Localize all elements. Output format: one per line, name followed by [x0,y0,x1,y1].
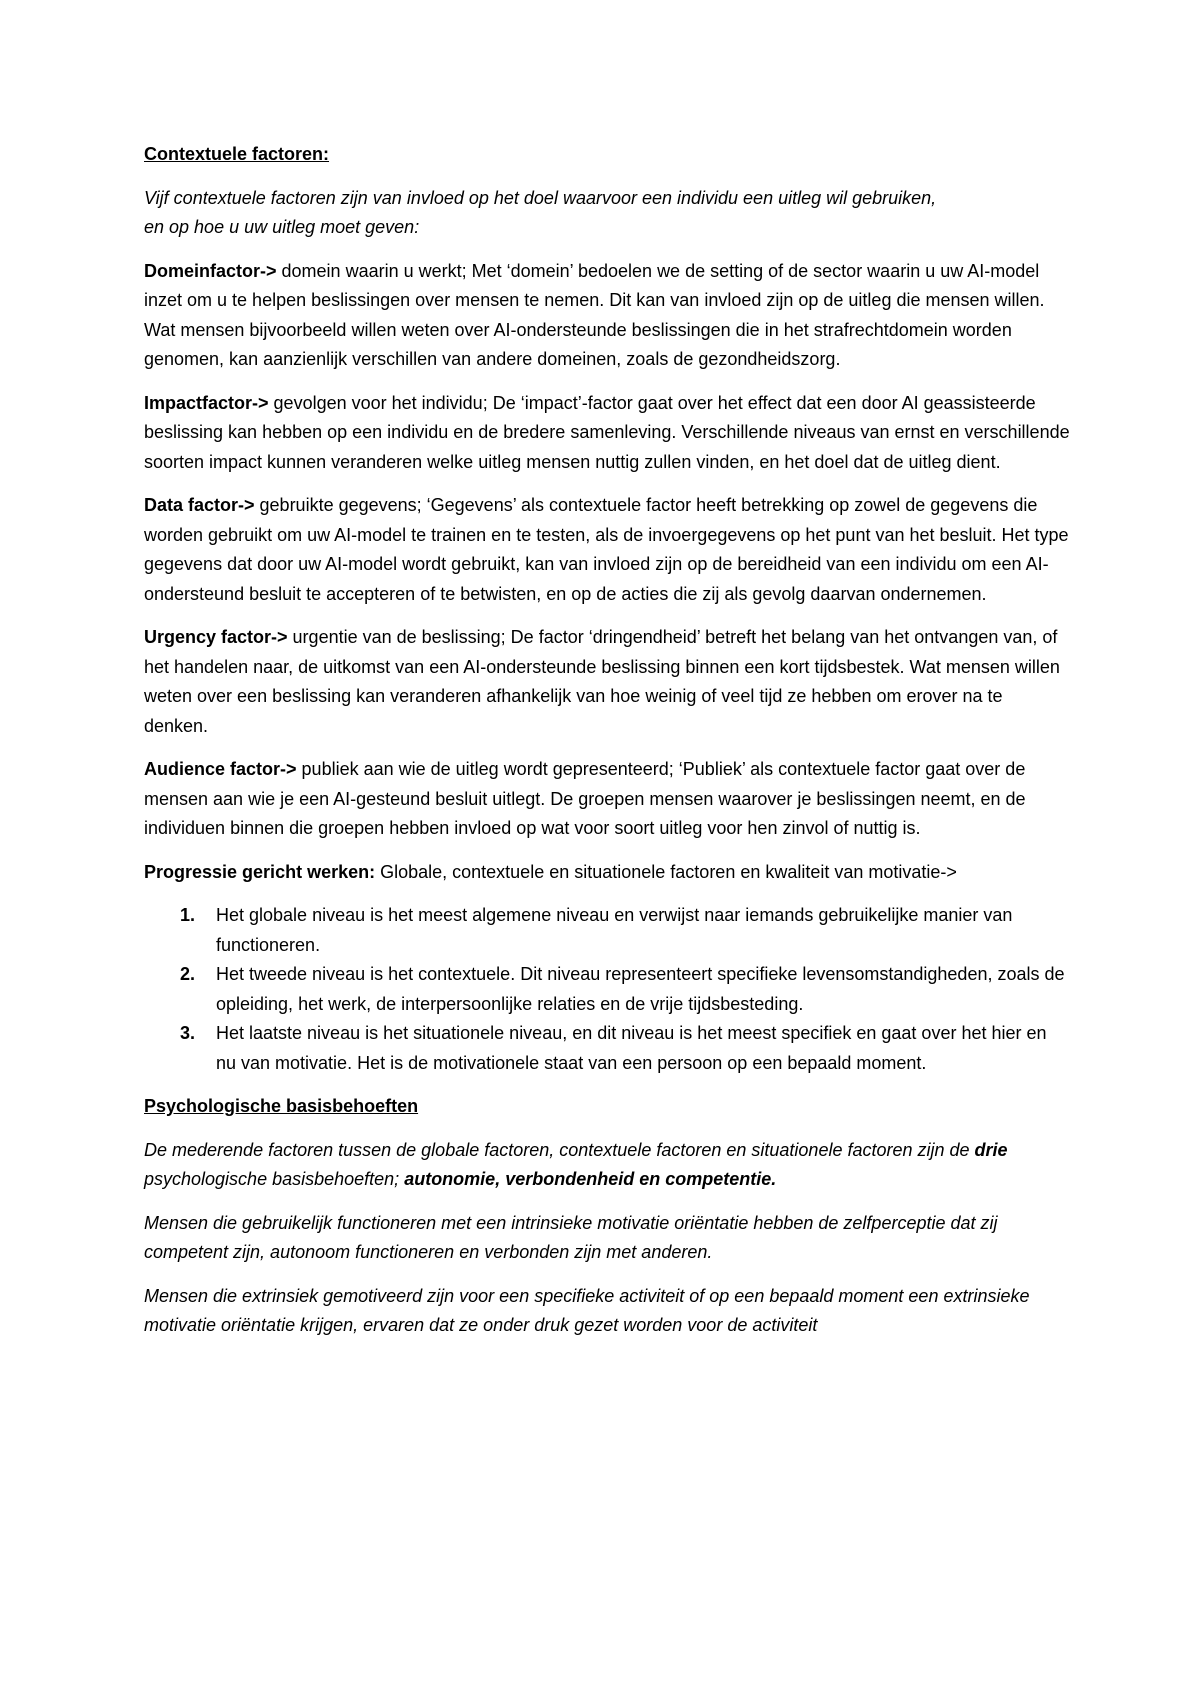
para1-part-d: autonomie, verbondenheid en competentie. [404,1169,777,1189]
list-number: 1. [180,905,196,925]
para1-part-a: De mederende factoren tussen de globale factoren, contextuele factoren en situationele factoren zijn de [144,1139,975,1160]
basisbehoeften-paragraph-3: Mensen die extrinsiek gemotiveerd zijn voor een specifieke activiteit of op een bepaald moment een extrinsieke motivatie oriëntatie krijgen, ervaren dat ze onder druk gezet worden voor de activiteit [144,1285,1030,1335]
list-item [144,901,1070,960]
factor-paragraph-data [144,491,1070,609]
factor-paragraph-impact [144,389,1070,478]
section-heading-basisbehoeften: Psychologische basisbehoeften [144,1096,419,1116]
document-page [144,140,1070,1355]
progressie-text: Globale, contextuele en situationele factoren en kwaliteit van motivatie-> [375,861,957,882]
factor-paragraph-audience [144,755,1070,844]
progressie-term: Progressie gericht werken: [144,861,376,882]
factor-paragraph-urgency [144,623,1070,741]
factor-paragraph-domein [144,257,1070,375]
basisbehoeften-paragraph-2: Mensen die gebruikelijk functioneren met een intrinsieke motivatie oriëntatie hebben de zelfperceptie dat zij competent zijn, autonoom functioneren en verbonden zijn met anderen. [144,1212,998,1262]
intro-line-1: Vijf contextuele factoren zijn van invloed op het doel waarvoor een individu een uitleg wil gebruiken, [144,187,937,208]
progressie-paragraph [144,858,1070,888]
para1-part-b: drie [974,1139,1008,1160]
section-heading-contextuele-factoren: Contextuele factoren: [144,144,330,164]
factor-text: gebruikte gegevens; ‘Gegevens’ als contextuele factor heeft betrekking op zowel de gegevens die worden gebruikt om uw AI-model te trainen en te testen, als de invoergegevens op het punt van het besluit. Het type gegevens dat door uw AI-model wordt gebruikt, kan van invloed zijn op de bereidheid van een individu om een AI-ondersteund besluit te accepteren of te betwisten, en op de acties die zij als gevolg daarvan ondernemen. [144,495,1069,604]
factor-term: Data factor-> [144,495,255,515]
niveau-list [144,901,1070,1078]
factor-term: Audience factor-> [144,759,297,779]
factor-term: Impactfactor-> [144,392,269,413]
factor-text: domein waarin u werkt; Met ‘domein’ bedoelen we de setting of de sector waarin u uw AI-model inzet om u te helpen beslissingen over mensen te nemen. Dit kan van invloed zijn op de uitleg die mensen willen. Wat mensen bijvoorbeeld willen weten over AI-ondersteunde beslissingen die in het strafrechtdomein worden genomen, kan aanzienlijk verschillen van andere domeinen, zoals de gezondheidszorg. [144,260,1045,369]
list-number: 3. [180,1023,196,1043]
factor-text: publiek aan wie de uitleg wordt gepresenteerd; ‘Publiek’ als contextuele factor gaat over de mensen aan wie je een AI-gesteund besluit uitlegt. De groepen mensen waarover je beslissingen neemt, en de individuen binnen die groepen hebben invloed op wat voor soort uitleg voor hen zinvol of nuttig is. [144,759,1026,838]
factor-term: Domeinfactor-> [144,260,277,281]
list-item-text: Het laatste niveau is het situationele niveau, en dit niveau is het meest specifiek en gaat over het hier en nu van motivatie. Het is de motivationele staat van een persoon op een bepaald moment. [216,1023,1047,1073]
intro-paragraph [144,184,1070,243]
factor-text: urgentie van de beslissing; De factor ‘dringendheid’ betreft het belang van het ontvangen van, of het handelen naar, de uitkomst van een AI-ondersteunde beslissing binnen een kort tijdsbestek. Wat mensen willen weten over een beslissing kan veranderen afhankelijk van hoe weinig of veel tijd ze hebben om erover na te denken. [144,627,1060,736]
list-item-text: Het globale niveau is het meest algemene niveau en verwijst naar iemands gebruikelijke manier van functioneren. [216,905,1013,955]
list-item [144,1019,1070,1078]
list-item-text: Het tweede niveau is het contextuele. Dit niveau representeert specifieke levensomstandigheden, zoals de opleiding, het werk, de interpersoonlijke relaties en de vrije tijdsbesteding. [216,964,1065,1014]
factor-term: Urgency factor-> [144,627,288,647]
factor-text: gevolgen voor het individu; De ‘impact’-factor gaat over het effect dat een door AI geassisteerde beslissing kan hebben op een individu en de bredere samenleving. Verschillende niveaus van ernst en verschillende soorten impact kunnen veranderen welke uitleg mensen nuttig zullen vinden, en het doel dat de uitleg dient. [144,392,1070,472]
para1-part-c: psychologische basisbehoeften; [144,1169,405,1189]
list-number: 2. [180,964,196,984]
list-item [144,960,1070,1019]
basisbehoeften-paragraph-1 [144,1136,1070,1195]
intro-line-2: en op hoe u uw uitleg moet geven: [144,217,420,237]
